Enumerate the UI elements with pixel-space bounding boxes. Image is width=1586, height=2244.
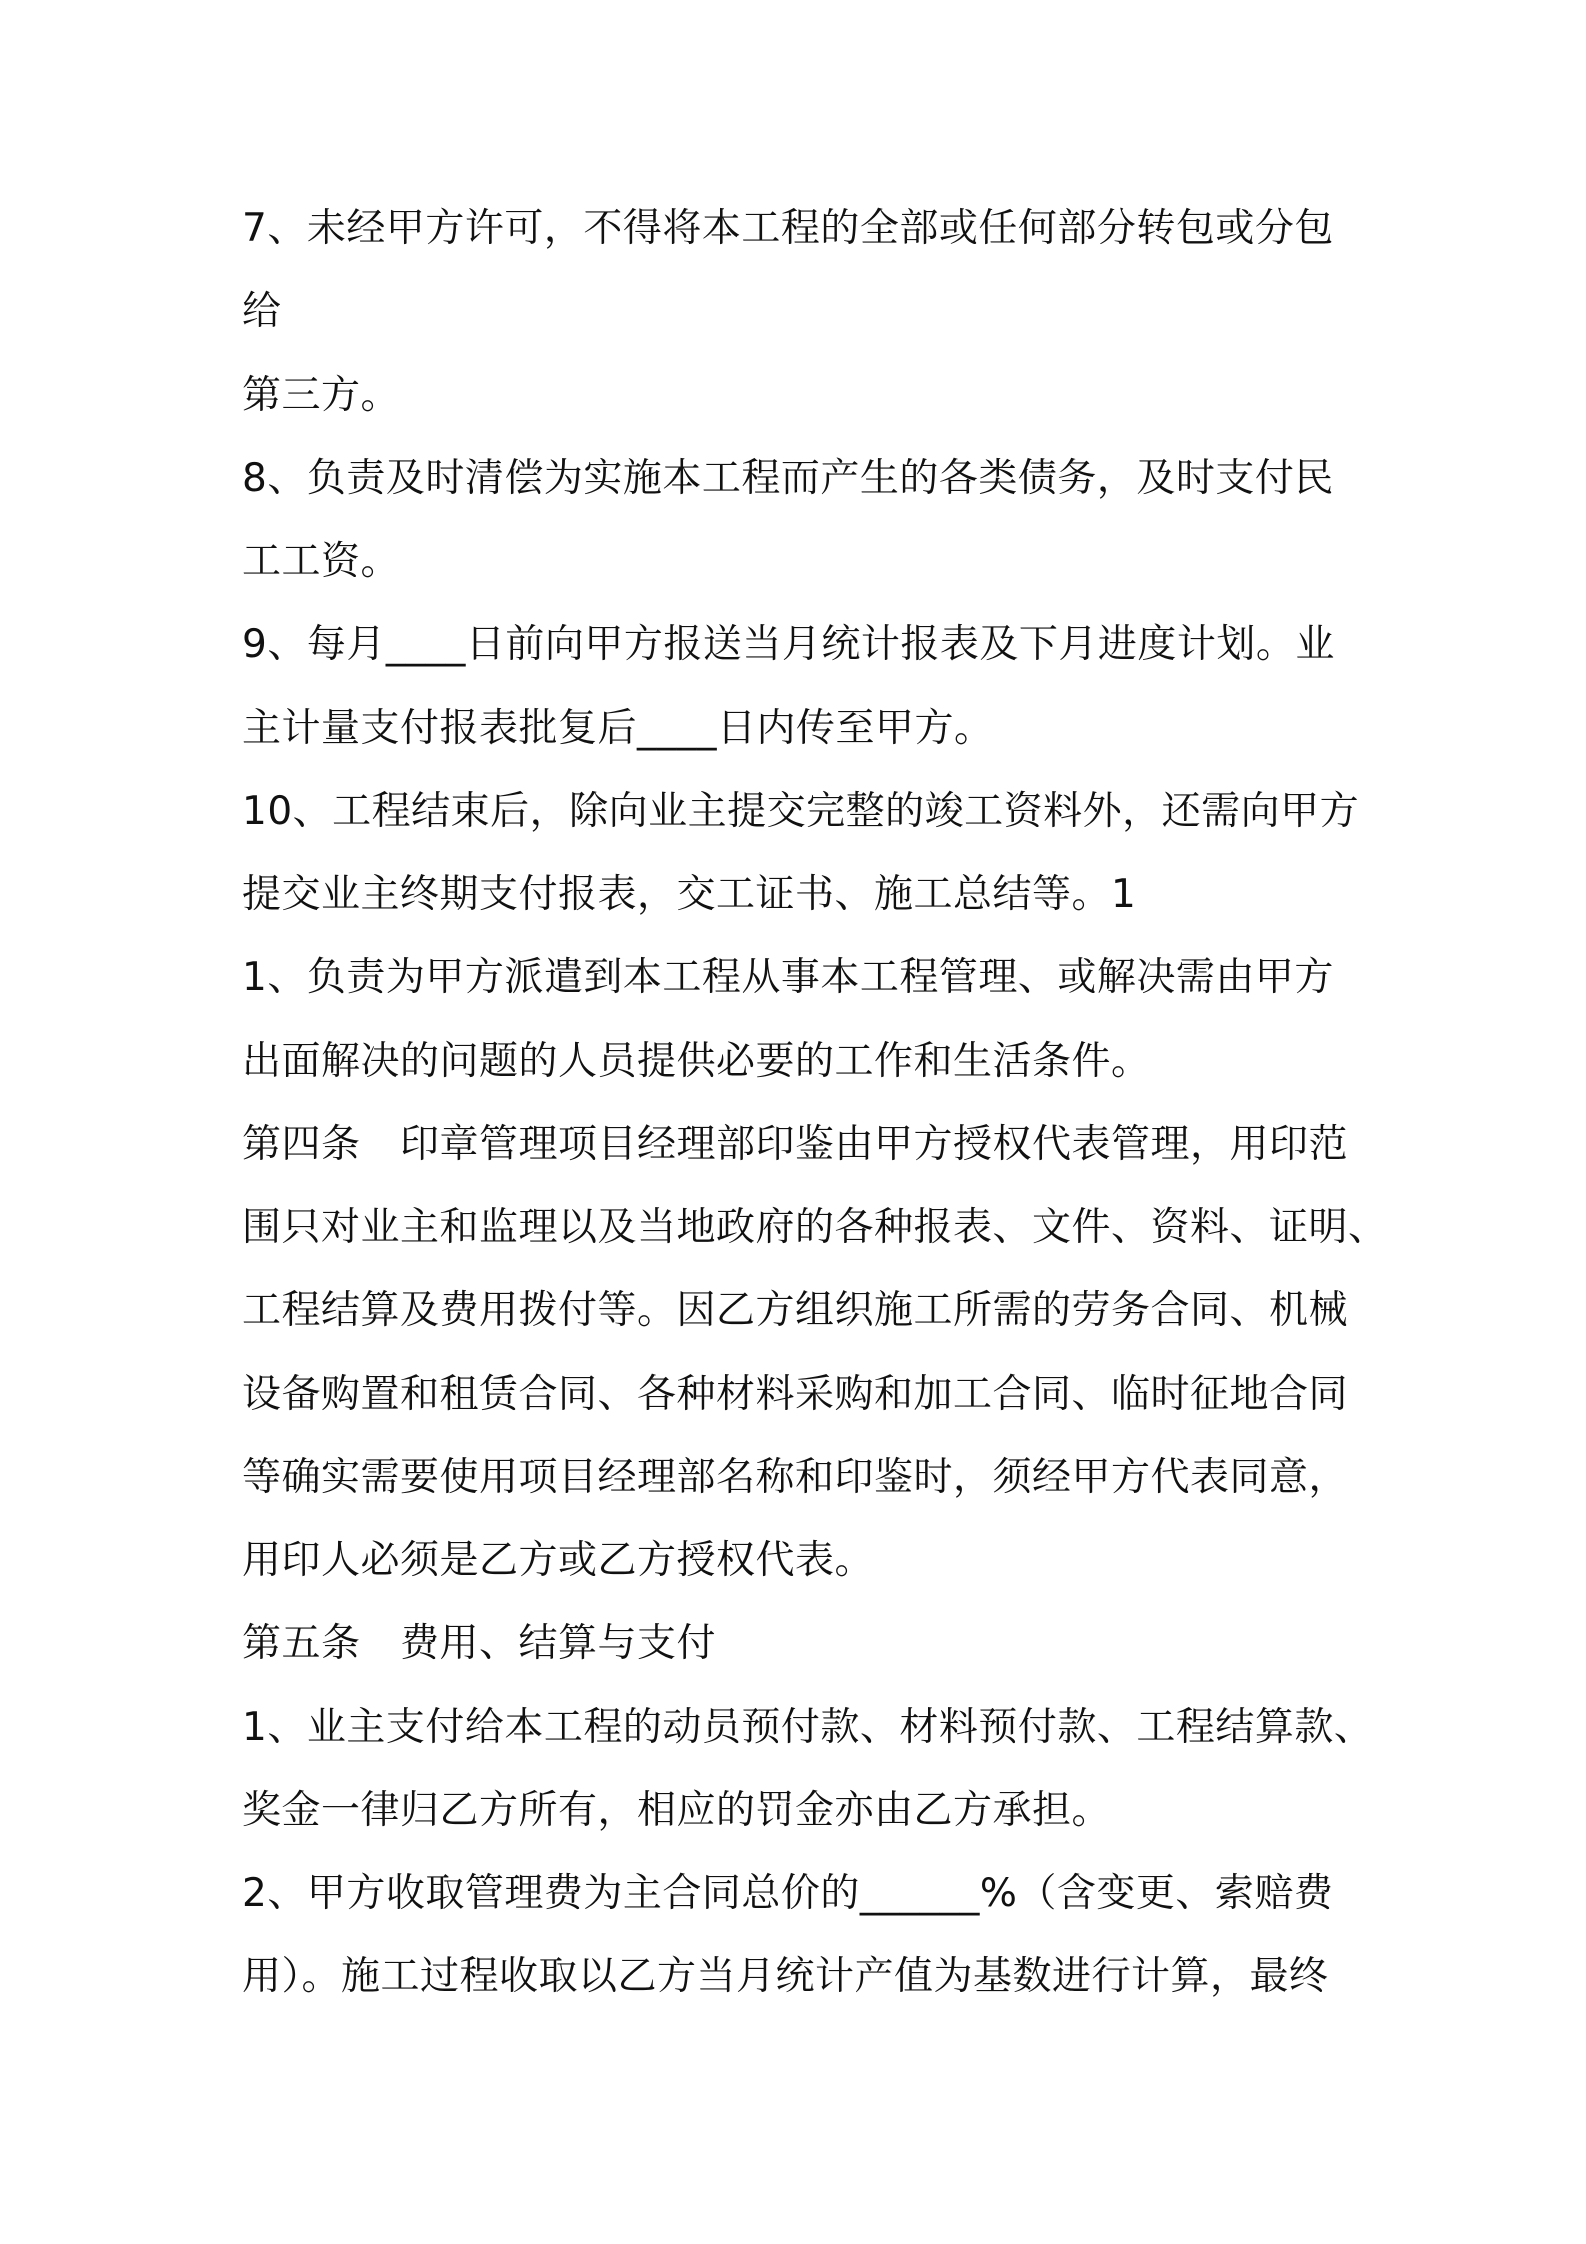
paragraph-line: 给 (242, 289, 282, 334)
paragraph-line: 第三方。 (242, 373, 401, 418)
section-heading-line: 第五条 费用、结算与支付 (242, 1621, 717, 1666)
paragraph-line: 出面解决的问题的人员提供必要的工作和生活条件。 (242, 1039, 1151, 1084)
paragraph-line: 提交业主终期支付报表，交工证书、施工总结等。1 (242, 872, 1137, 917)
paragraph-line: 设备购置和租赁合同、各种材料采购和加工合同、临时征地合同 (242, 1372, 1349, 1417)
paragraph-line: 1、负责为甲方派遣到本工程从事本工程管理、或解决需由甲方 (242, 955, 1334, 1000)
paragraph-line: 主计量支付报表批复后____日内传至甲方。 (242, 706, 994, 751)
paragraph-line: 工工资。 (242, 539, 401, 584)
section-heading-line: 第四条 印章管理项目经理部印鉴由甲方授权代表管理，用印范 (242, 1122, 1349, 1167)
paragraph-line: 用印人必须是乙方或乙方授权代表。 (242, 1538, 875, 1583)
paragraph-line: 10、工程结束后，除向业主提交完整的竣工资料外，还需向甲方 (242, 789, 1360, 834)
paragraph-line: 工程结算及费用拨付等。因乙方组织施工所需的劳务合同、机械 (242, 1288, 1349, 1333)
paragraph-line: 围只对业主和监理以及当地政府的各种报表、文件、资料、证明、 (242, 1205, 1388, 1250)
paragraph-line: 8、负责及时清偿为实施本工程而产生的各类债务，及时支付民 (242, 456, 1334, 501)
paragraph-line: 奖金一律归乙方所有，相应的罚金亦由乙方承担。 (242, 1788, 1112, 1833)
paragraph-line: 7、未经甲方许可，不得将本工程的全部或任何部分转包或分包 (242, 206, 1334, 251)
paragraph-line: 等确实需要使用项目经理部名称和印鉴时，须经甲方代表同意， (242, 1455, 1349, 1500)
paragraph-line: 2、甲方收取管理费为主合同总价的______%（含变更、索赔费 (242, 1871, 1334, 1916)
paragraph-line: 1、业主支付给本工程的动员预付款、材料预付款、工程结算款、 (242, 1705, 1374, 1750)
paragraph-line: 用）。施工过程收取以乙方当月统计产值为基数进行计算，最终 (242, 1954, 1329, 1999)
paragraph-line: 9、每月____日前向甲方报送当月统计报表及下月进度计划。业 (242, 622, 1335, 667)
